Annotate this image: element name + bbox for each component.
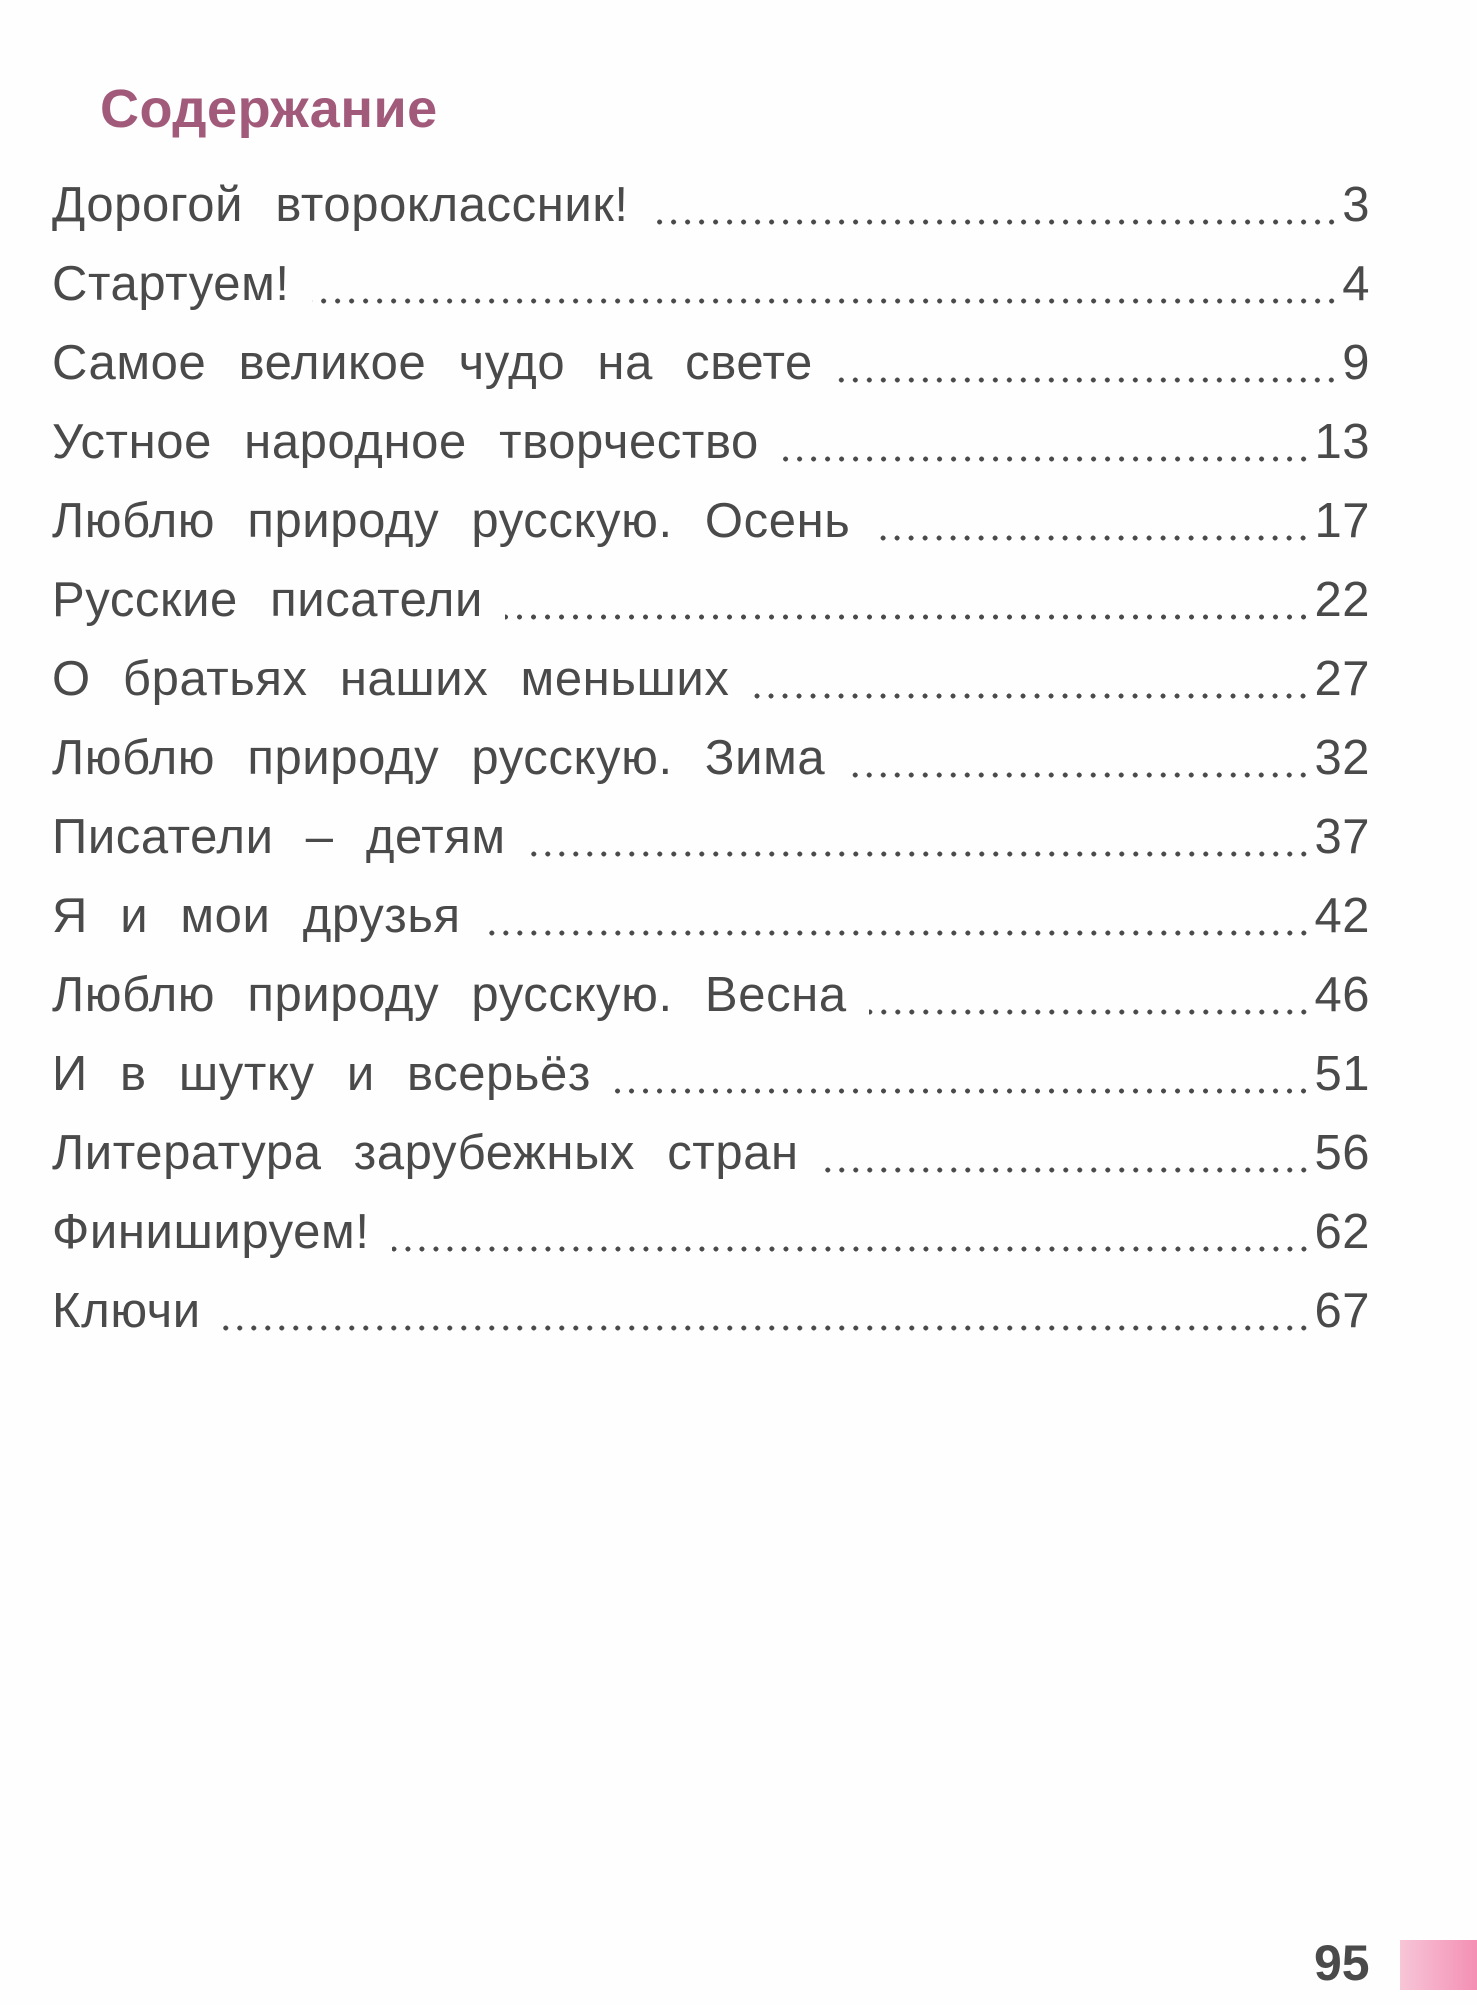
toc-entry [52,482,1370,561]
toc-entry [52,719,1370,798]
toc-entry [52,1272,1370,1351]
dot-leader [872,535,1310,541]
toc-entry [52,166,1370,245]
table-of-contents [52,166,1370,1351]
page-title: Содержание [100,79,438,139]
dot-leader [651,219,1339,225]
toc-entry-page: 4 [1342,257,1370,311]
toc-entry-page: 9 [1342,336,1370,390]
toc-entry-label: Ключи [52,1284,201,1338]
toc-entry [52,561,1370,640]
page-number: 95 [1314,1935,1370,1991]
toc-entry [52,956,1370,1035]
toc-entry [52,1114,1370,1193]
toc-entry-page: 62 [1314,1205,1370,1259]
dot-leader [781,456,1311,462]
toc-entry-page: 17 [1314,494,1370,548]
toc-entry-label: И в шутку и всерьёз [52,1047,591,1101]
toc-entry-label: О братьях наших меньших [52,652,730,706]
toc-entry [52,1193,1370,1272]
dot-leader [505,614,1311,620]
dot-leader [223,1325,1311,1331]
dot-leader [869,1009,1311,1015]
toc-entry-label: Дорогой второклассник! [52,178,629,232]
toc-entry-label: Литература зарубежных стран [52,1126,799,1180]
toc-entry [52,245,1370,324]
toc-entry-page: 22 [1314,573,1370,627]
toc-entry-page: 56 [1314,1126,1370,1180]
toc-entry-page: 42 [1314,889,1370,943]
toc-entry-label: Люблю природу русскую. Зима [52,731,826,785]
toc-entry-page: 3 [1342,178,1370,232]
toc-entry-label: Писатели – детям [52,810,506,864]
toc-entry [52,877,1370,956]
toc-entry-page: 51 [1314,1047,1370,1101]
toc-entry-page: 37 [1314,810,1370,864]
toc-entry [52,324,1370,403]
dot-leader [528,851,1311,857]
toc-entry [52,403,1370,482]
toc-entry [52,640,1370,719]
toc-entry-page: 27 [1314,652,1370,706]
toc-entry-label: Устное народное творчество [52,415,759,469]
toc-entry-page: 13 [1314,415,1370,469]
dot-leader [847,772,1310,778]
toc-entry [52,1035,1370,1114]
toc-entry-label: Я и мои друзья [52,889,461,943]
toc-entry-label: Самое великое чудо на свете [52,336,813,390]
dot-leader [312,298,1339,304]
dot-leader [483,930,1311,936]
dot-leader [821,1167,1311,1173]
dot-leader [392,1246,1311,1252]
toc-entry-page: 46 [1314,968,1370,1022]
dot-leader [751,693,1310,699]
toc-entry-label: Русские писатели [52,573,483,627]
toc-entry-label: Финишируем! [52,1205,370,1259]
toc-entry-label: Люблю природу русскую. Весна [52,968,847,1022]
toc-entry-page: 32 [1314,731,1370,785]
page-color-tab [1400,1940,1477,1990]
toc-entry-label: Люблю природу русскую. Осень [52,494,851,548]
dot-leader [613,1088,1311,1094]
toc-entry [52,798,1370,877]
toc-entry-label: Стартуем! [52,257,290,311]
toc-entry-page: 67 [1314,1284,1370,1338]
dot-leader [835,377,1338,383]
